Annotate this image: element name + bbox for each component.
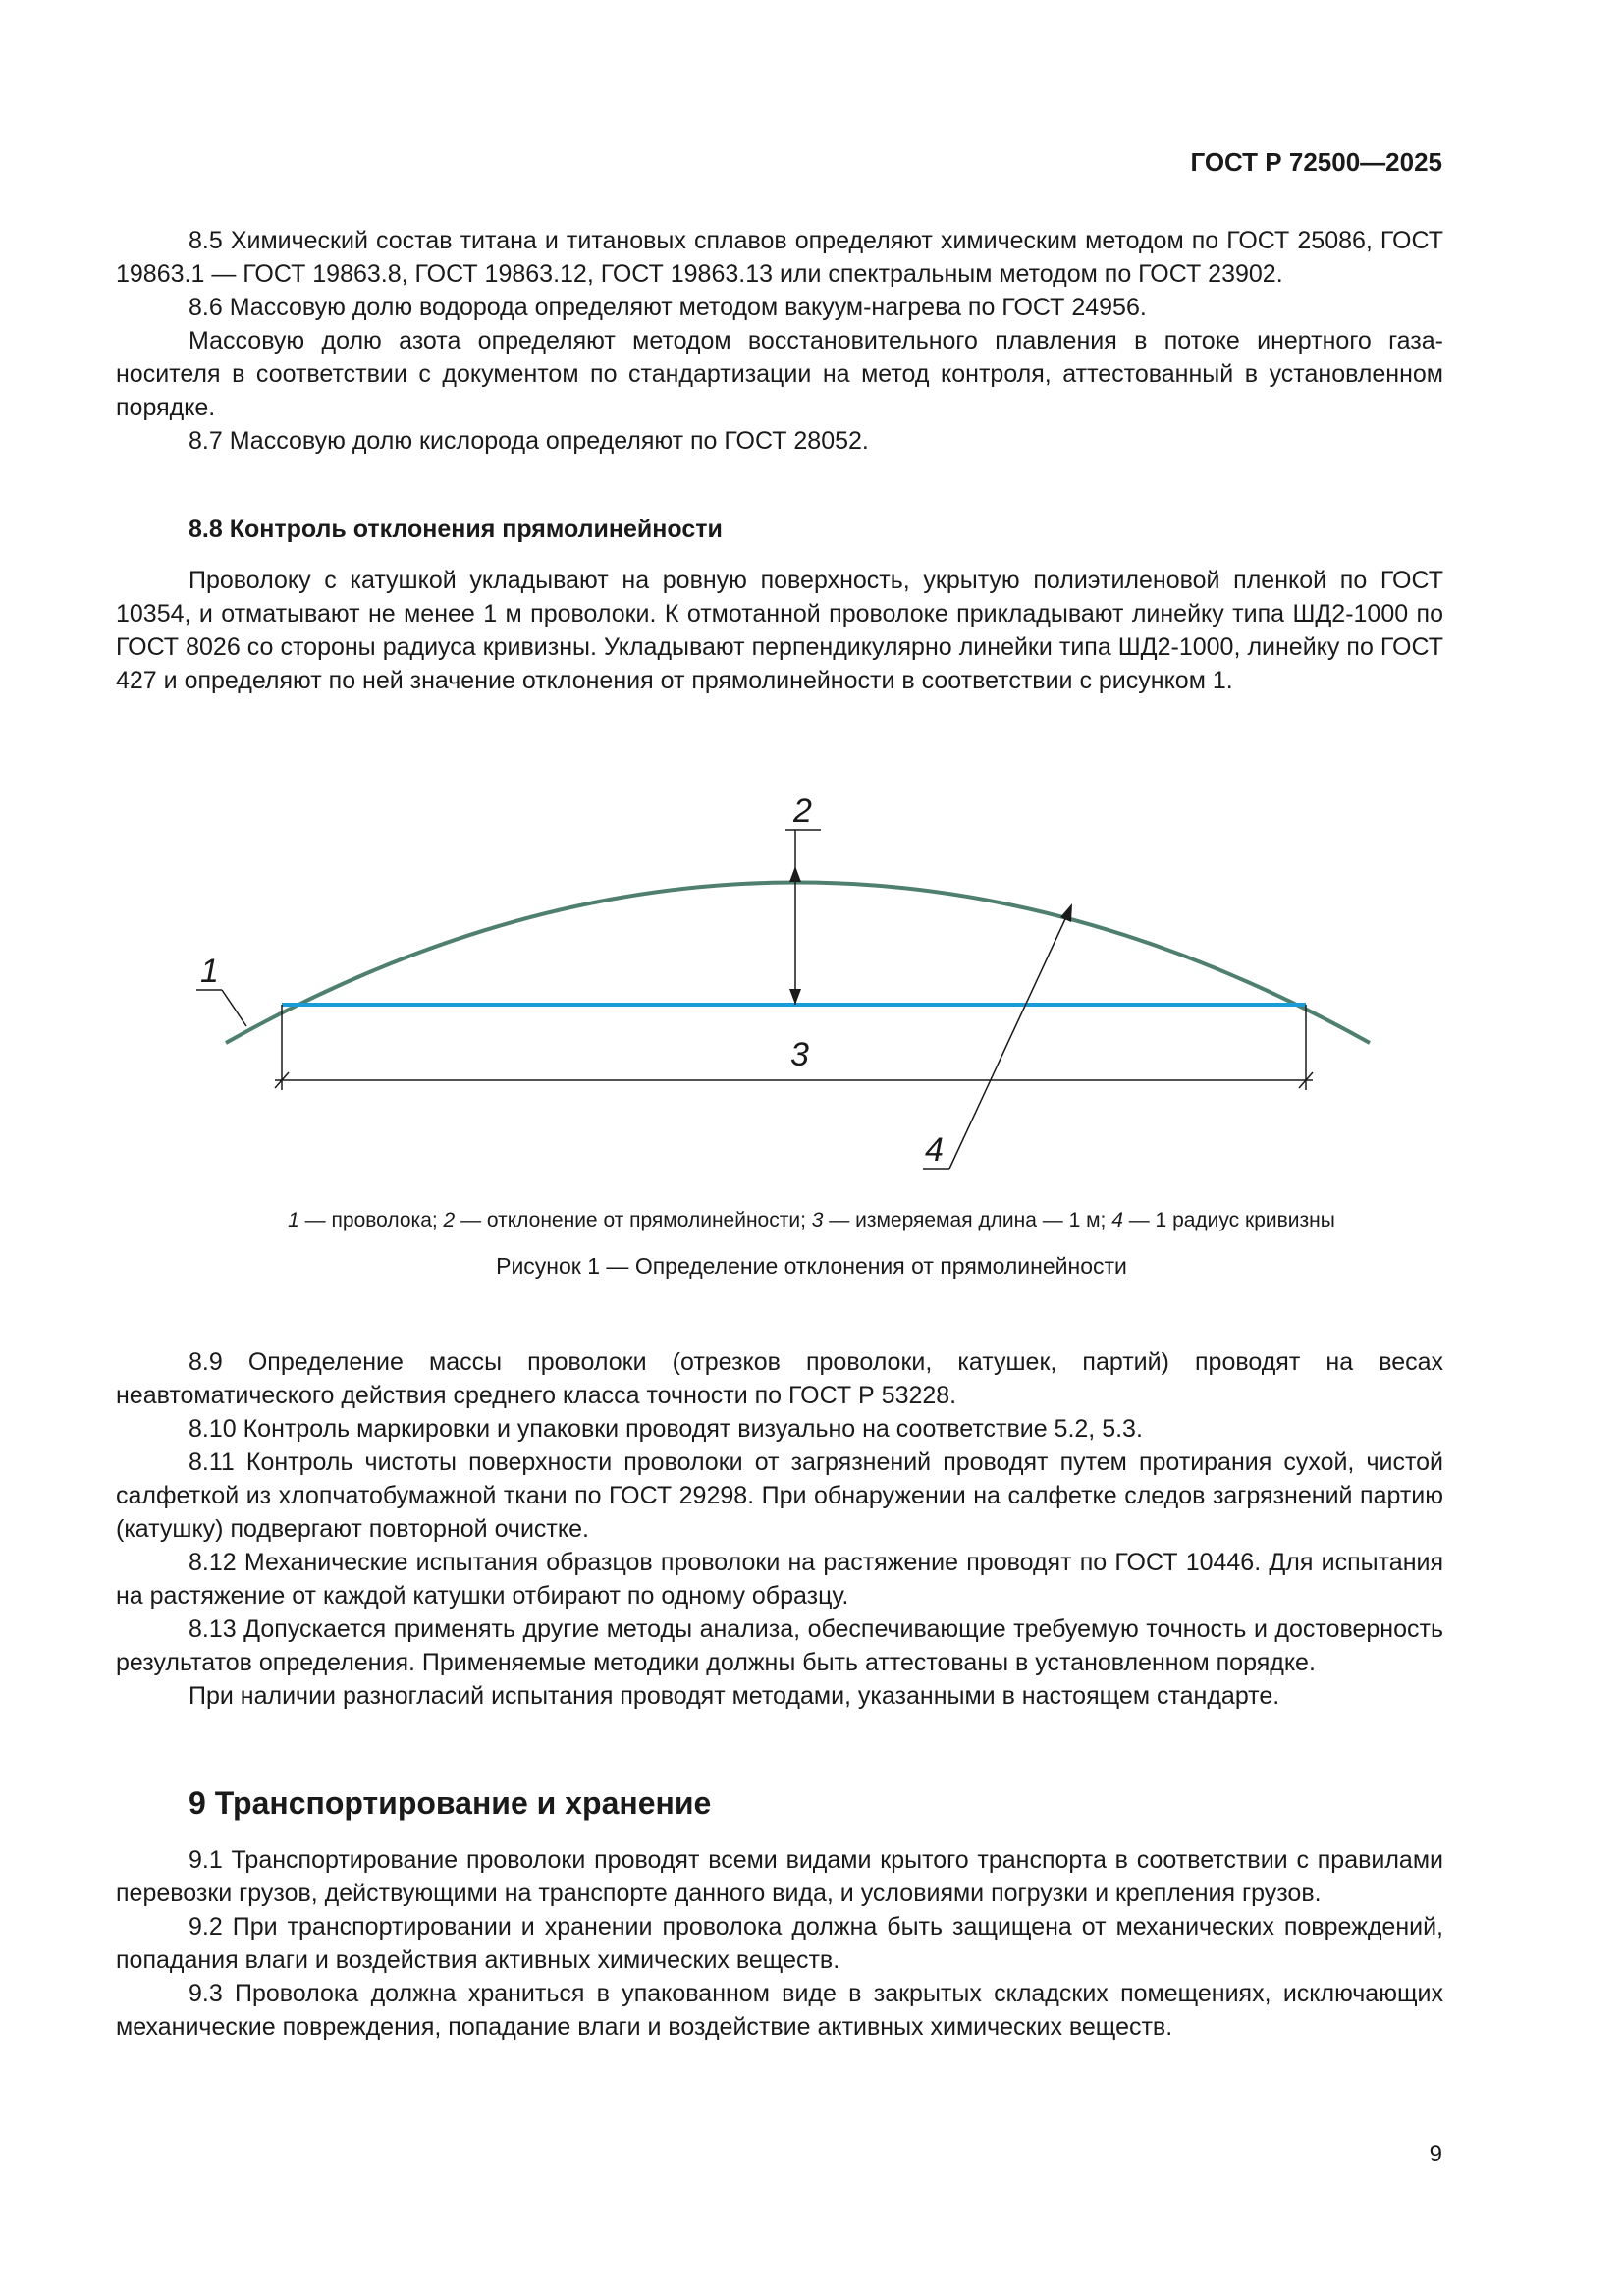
label-1: 1 [200,953,219,990]
paragraphs-8-9-to-8-13 [116,1345,1443,1713]
paragraph-8-11: 8.11 Контроль чистоты поверхности проволоки от загрязнений проводят путем протирания сухой, чистой салфеткой из хлопчатобумажной ткани по ГОСТ 29298. При обнаружении на салфетке следов загрязнений партию (катушку) подвергают повторной очистке. [116,1449,1443,1543]
paragraphs-section-9 [116,1843,1443,2044]
document-header: ГОСТ Р 72500—2025 [1190,147,1442,177]
paragraphs-8-5-to-8-7 [116,224,1443,458]
legend-text-2: — отклонение от прямолинейности; [455,1209,812,1231]
legend-text-4: — 1 радиус кривизны [1122,1209,1335,1231]
legend-text-1: — проволока; [298,1209,444,1231]
label-3: 3 [790,1036,809,1073]
deviation-arrowhead-top [789,866,801,882]
paragraph-block-8-8 [116,564,1443,697]
figure-straightness-diagram [0,776,1623,1198]
label-1-leader [222,990,246,1026]
paragraph-8-10: 8.10 Контроль маркировки и упаковки проводят визуально на соответствие 5.2, 5.3. [189,1415,1143,1443]
figure-caption: Рисунок 1 — Определение отклонения от прямолинейности [496,1253,1127,1279]
label-2: 2 [793,793,812,830]
paragraph-8-8: Проволоку с катушкой укладывают на ровную поверхность, укрытую полиэтиленовой пленкой по ГОСТ 10354, и отматывают не менее 1 м проволоки. К отмотанной проволоке прикладывают линейку типа ШД2-1000 по ГОСТ 8026 со стороны радиуса кривизны. Укладывают перпендикулярно линейки типа ШД2-1000, линейку по ГОСТ 427 и определяют по ней значение отклонения от прямолинейности в соответствии с рисунком 1. [116,567,1443,694]
paragraph-8-5: 8.5 Химический состав титана и титановых сплавов определяют химическим методом по ГОСТ 25086, ГОСТ 19863.1 — ГОСТ 19863.8, ГОСТ 19863.12, ГОСТ 19863.13 или спектральным методом по ГОСТ 23902. [116,227,1443,288]
paragraph-disagreements: При наличии разногласий испытания проводят методами, указанными в настоящем стандарте. [189,1682,1280,1710]
paragraph-9-2: 9.2 При транспортировании и хранении проволока должна быть защищена от механических повреждений, попадания влаги и воздействия активных химических веществ. [116,1913,1443,1974]
deviation-arrowhead-bottom [789,989,801,1005]
paragraph-8-6: 8.6 Массовую долю водорода определяют методом вакуум-нагрева по ГОСТ 24956. [189,294,1147,321]
page-number: 9 [1429,2141,1442,2167]
legend-num-4: 4 [1111,1209,1123,1231]
legend-num-1: 1 [288,1209,299,1231]
wire-arc [226,883,1370,1044]
paragraph-9-3: 9.3 Проволока должна храниться в упакованном виде в закрытых складских помещениях, исключающих механические повреждения, попадание влаги и воздействие активных химических веществ. [116,1980,1443,2041]
legend-text-3: — измеряемая длина — 1 м; [823,1209,1112,1231]
label-4: 4 [925,1131,944,1169]
paragraph-8-7: 8.7 Массовую долю кислорода определяют по ГОСТ 28052. [189,427,869,455]
paragraph-8-13: 8.13 Допускается применять другие методы анализа, обеспечивающие требуемую точность и достоверность результатов определения. Применяемые методики должны быть аттестованы в установленном порядке. [116,1615,1443,1676]
legend-num-2: 2 [443,1209,456,1231]
subsection-title-8-8: 8.8 Контроль отклонения прямолинейности [189,516,723,543]
radius-arrowhead [1060,903,1072,922]
paragraph-8-9: 8.9 Определение массы проволоки (отрезков проволоки, катушек, партий) проводят на весах неавтоматического действия среднего класса точности по ГОСТ Р 53228. [116,1348,1443,1409]
paragraph-8-12: 8.12 Механические испытания образцов проволоки на растяжение проводят по ГОСТ 10446. Для испытания на растяжение от каждой катушки отбирают по одному образцу. [116,1549,1443,1610]
paragraph-9-1: 9.1 Транспортирование проволоки проводят всеми видами крытого транспорта в соответствии с правилами перевозки грузов, действующими на транспорте данного вида, и условиями погрузки и крепления грузов. [116,1846,1443,1907]
figure-legend [0,1209,1623,1232]
paragraph-nitrogen: Массовую долю азота определяют методом восстановительного плавления в потоке инертного газа-носителя в соответствии с документом по стандартизации на метод контроля, аттестованный в установленном порядке. [116,327,1443,421]
legend-num-3: 3 [811,1209,824,1231]
radius-leader [949,908,1070,1169]
section-title-9: 9 Транспортирование и хранение [189,1785,712,1821]
